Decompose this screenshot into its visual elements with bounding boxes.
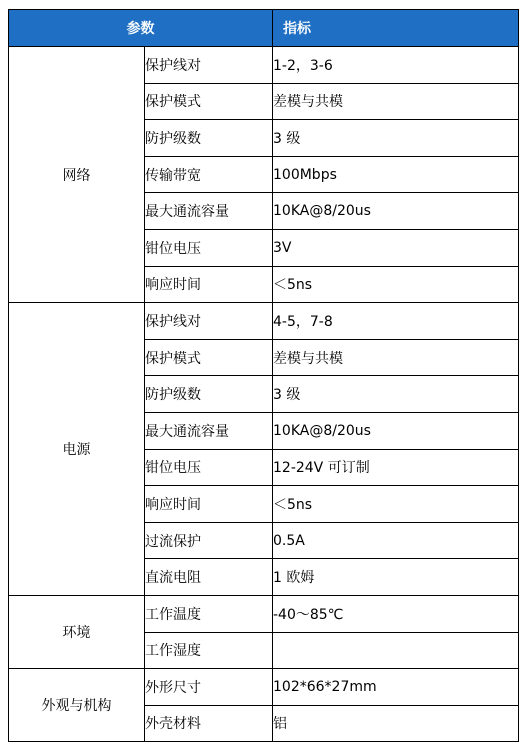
param-name: 保护线对 — [145, 47, 273, 84]
param-name: 保护模式 — [145, 339, 273, 376]
table-row — [9, 595, 519, 632]
param-name: 过流保护 — [145, 522, 273, 559]
param-value: 差模与共模 — [273, 339, 519, 376]
param-name: 最大通流容量 — [145, 193, 273, 230]
param-value: 3 级 — [273, 120, 519, 157]
param-name: 保护线对 — [145, 303, 273, 340]
param-value: 4-5，7-8 — [273, 303, 519, 340]
header-param: 参数 — [9, 10, 273, 47]
group-network: 网络 — [9, 47, 145, 303]
group-power: 电源 — [9, 303, 145, 596]
param-name: 响应时间 — [145, 486, 273, 523]
param-value: 铝 — [273, 705, 519, 742]
param-value: -40～85℃ — [273, 595, 519, 632]
param-value: 10KA@8/20us — [273, 193, 519, 230]
header-row — [9, 10, 519, 47]
param-name: 外形尺寸 — [145, 669, 273, 706]
param-value: 差模与共模 — [273, 83, 519, 120]
param-value: 100Mbps — [273, 156, 519, 193]
param-value: 1 欧姆 — [273, 559, 519, 596]
param-name: 工作湿度 — [145, 632, 273, 669]
param-value: 10KA@8/20us — [273, 412, 519, 449]
param-value: 3V — [273, 229, 519, 266]
group-appearance: 外观与机构 — [9, 669, 145, 742]
table-row — [9, 47, 519, 84]
param-value: 12-24V 可订制 — [273, 449, 519, 486]
param-name: 响应时间 — [145, 266, 273, 303]
group-environment: 环境 — [9, 595, 145, 668]
param-value: ＜5ns — [273, 266, 519, 303]
param-name: 防护级数 — [145, 376, 273, 413]
param-value: 102*66*27mm — [273, 669, 519, 706]
table-row — [9, 303, 519, 340]
param-value — [273, 632, 519, 669]
param-value: 1-2，3-6 — [273, 47, 519, 84]
param-name: 外壳材料 — [145, 705, 273, 742]
param-value: 0.5A — [273, 522, 519, 559]
param-name: 防护级数 — [145, 120, 273, 157]
spec-table — [8, 9, 519, 742]
param-name: 工作温度 — [145, 595, 273, 632]
param-value: 3 级 — [273, 376, 519, 413]
param-name: 钳位电压 — [145, 229, 273, 266]
param-name: 最大通流容量 — [145, 412, 273, 449]
param-name: 保护模式 — [145, 83, 273, 120]
param-name: 直流电阻 — [145, 559, 273, 596]
header-spec: 指标 — [273, 10, 519, 47]
table-row — [9, 669, 519, 706]
param-name: 钳位电压 — [145, 449, 273, 486]
param-value: ＜5ns — [273, 486, 519, 523]
param-name: 传输带宽 — [145, 156, 273, 193]
